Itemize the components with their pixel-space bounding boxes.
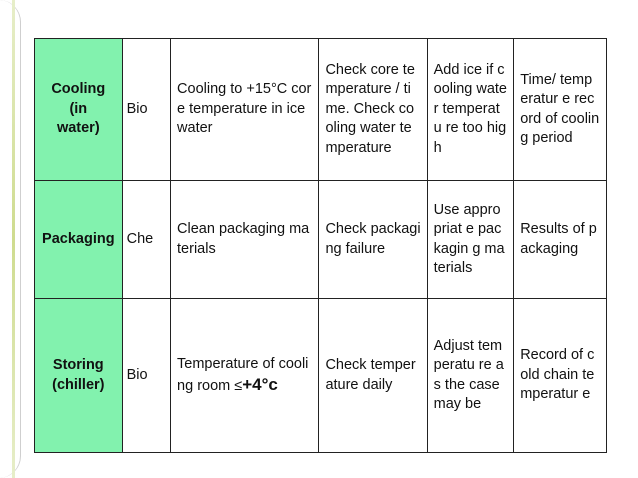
corrective-action-cell: Use appropriat e packagin g materials (427, 181, 514, 299)
monitoring-cell: Check temperature daily (319, 299, 427, 453)
step-line: Packaging (42, 230, 115, 247)
haccp-table (34, 38, 607, 453)
step-line: (in (69, 100, 88, 117)
record-cell: Record of cold chain temperatur e (514, 299, 607, 453)
critical-limit-text: Temperature of cooling room ≤ (177, 356, 309, 394)
critical-limit-cell: Cooling to +15°C core temperature in ice water (171, 39, 319, 181)
step-line: water) (56, 120, 100, 137)
monitoring-cell: Check core temperature / time. Check cooling water temperature (319, 39, 427, 181)
table-row (35, 39, 607, 181)
table-row (35, 181, 607, 299)
step-line: (chiller) (52, 376, 105, 393)
record-cell: Results of packaging (514, 181, 607, 299)
critical-limit-cell: Clean packaging materials (171, 181, 319, 299)
record-cell: Time/ temperatur e record of cooling period (514, 39, 607, 181)
slide-accent-line (12, 0, 15, 478)
critical-limit-value: +4°c (242, 374, 278, 394)
corrective-action-cell: Adjust temperatu re as the case may be (427, 299, 514, 453)
table-row (35, 299, 607, 453)
step-line: Storing (52, 357, 104, 373)
hazard-cell: Bio (122, 299, 170, 453)
step-cell (35, 181, 123, 299)
corrective-action-cell: Add ice if cooling water temperatu re too high (427, 39, 514, 181)
step-cell (35, 299, 123, 453)
monitoring-cell: Check packaging failure (319, 181, 427, 299)
critical-limit-cell (171, 299, 319, 453)
hazard-cell: Che (122, 181, 170, 299)
hazard-cell: Bio (122, 39, 170, 181)
slide-frame-decoration (0, 0, 21, 478)
step-line: Cooling (51, 81, 106, 98)
step-cell (35, 39, 123, 181)
